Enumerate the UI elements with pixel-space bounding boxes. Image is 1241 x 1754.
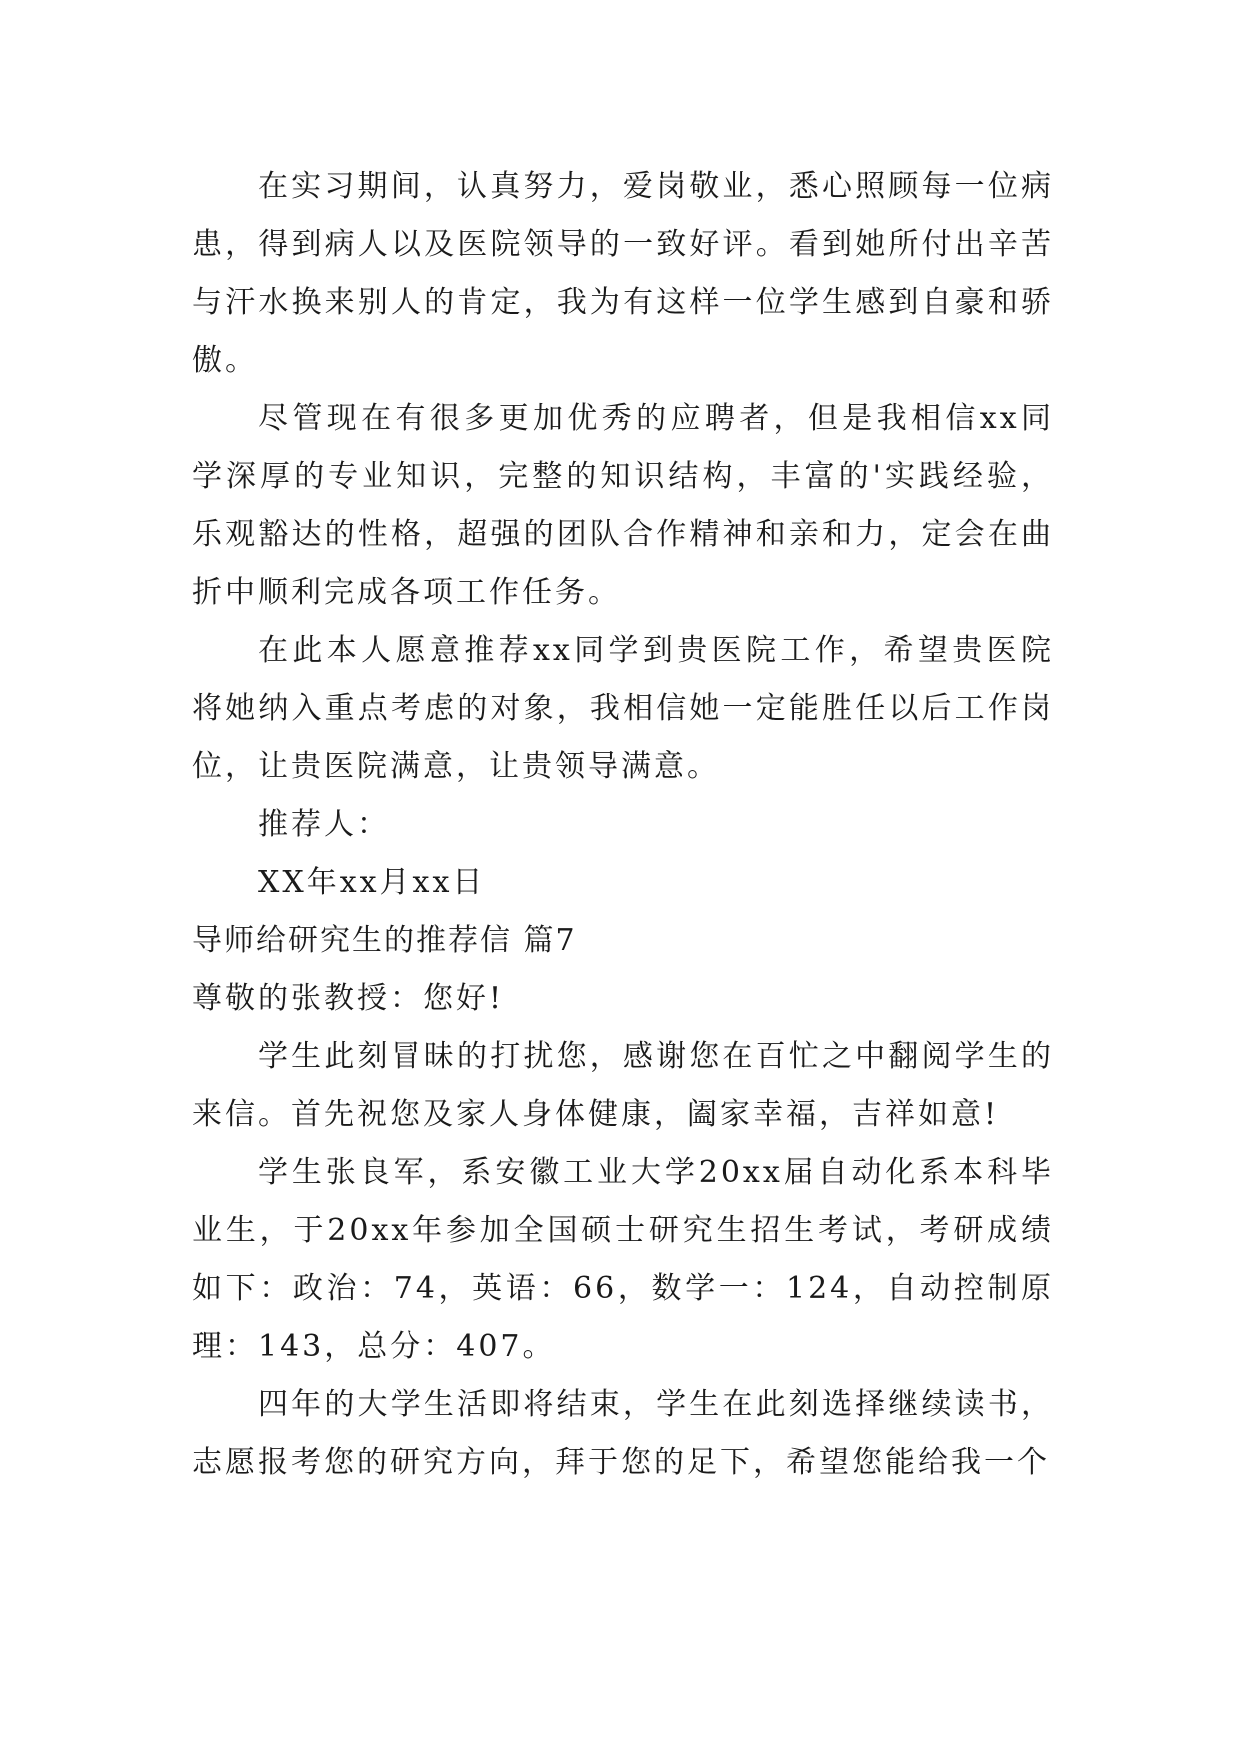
document-page [192,158,1054,1492]
body-paragraph: 四年的大学生活即将结束，学生在此刻选择继续读书，志愿报考您的研究方向，拜于您的足下，希望您能给我一个 [192,1387,1054,1480]
recommender-label: 推荐人： [258,807,390,842]
body-paragraph: 在此本人愿意推荐xx同学到贵医院工作，希望贵医院将她纳入重点考虑的对象，我相信她一定能胜任以后工作岗位，让贵医院满意，让贵领导满意。 [192,633,1054,784]
body-paragraph: 尽管现在有很多更加优秀的应聘者，但是我相信xx同学深厚的专业知识，完整的知识结构，丰富的'实践经验，乐观豁达的性格，超强的团队合作精神和亲和力，定会在曲折中顺利完成各项工作任务。 [192,401,1054,610]
body-paragraph: 学生张良军，系安徽工业大学20xx届自动化系本科毕业生，于20xx年参加全国硕士研究生招生考试，考研成绩如下：政治：74，英语：66，数学一：124，自动控制原理：143，总分：407。 [192,1155,1054,1364]
letter-date: XX年xx月xx日 [258,865,486,900]
salutation: 尊敬的张教授：您好! [192,981,505,1016]
body-paragraph: 在实习期间，认真努力，爱岗敬业，悉心照顾每一位病患，得到病人以及医院领导的一致好评。看到她所付出辛苦与汗水换来别人的肯定，我为有这样一位学生感到自豪和骄傲。 [192,169,1054,378]
section-title: 导师给研究生的推荐信 篇7 [192,923,577,958]
body-paragraph: 学生此刻冒昧的打扰您，感谢您在百忙之中翻阅学生的来信。首先祝您及家人身体健康，阖家幸福，吉祥如意! [192,1039,1054,1132]
